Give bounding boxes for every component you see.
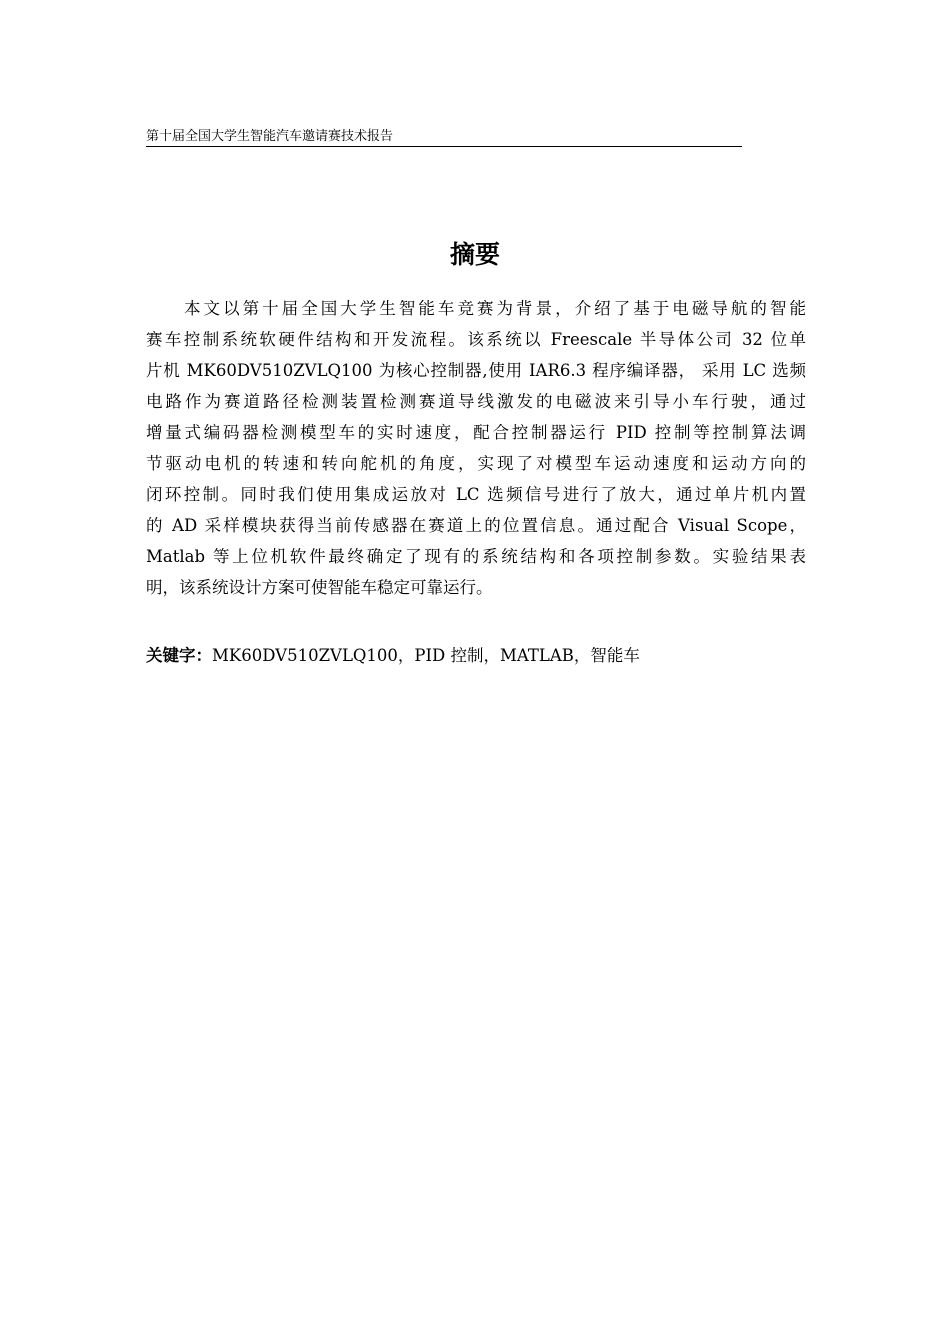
abstract-line: 赛车控制系统软硬件结构和开发流程。该系统以 Freescale 半导体公司 32 位单 — [146, 330, 806, 349]
abstract-body — [146, 293, 806, 603]
keywords-label: 关键字： — [146, 646, 212, 665]
abstract-title: 摘要 — [449, 240, 500, 269]
abstract-line: 明，该系统设计方案可使智能车稳定可靠运行。 — [146, 578, 493, 597]
keywords-line — [146, 640, 806, 671]
abstract-line: 片机 MK60DV510ZVLQ100 为核心控制器,使用 IAR6.3 程序编译器， 采用 LC 选频 — [146, 361, 806, 380]
abstract-line: 闭环控制。同时我们使用集成运放对 LC 选频信号进行了放大，通过单片机内置 — [146, 485, 806, 504]
abstract-line: 本文以第十届全国大学生智能车竞赛为背景，介绍了基于电磁导航的智能 — [184, 299, 806, 318]
abstract-line: 节驱动电机的转速和转向舵机的角度，实现了对模型车运动速度和运动方向的 — [146, 454, 806, 473]
abstract-line: 的 AD 采样模块获得当前传感器在赛道上的位置信息。通过配合 Visual Scope， — [146, 516, 806, 535]
running-header: 第十届全国大学生智能汽车邀请赛技术报告 — [146, 128, 742, 147]
abstract-line: 电路作为赛道路径检测装置检测赛道导线激发的电磁波来引导小车行驶，通过 — [146, 392, 806, 411]
abstract-line: Matlab 等上位机软件最终确定了现有的系统结构和各项控制参数。实验结果表 — [146, 547, 806, 566]
keywords-value: MK60DV510ZVLQ100，PID 控制，MATLAB，智能车 — [212, 646, 640, 665]
abstract-line: 增量式编码器检测模型车的实时速度，配合控制器运行 PID 控制等控制算法调 — [146, 423, 806, 442]
